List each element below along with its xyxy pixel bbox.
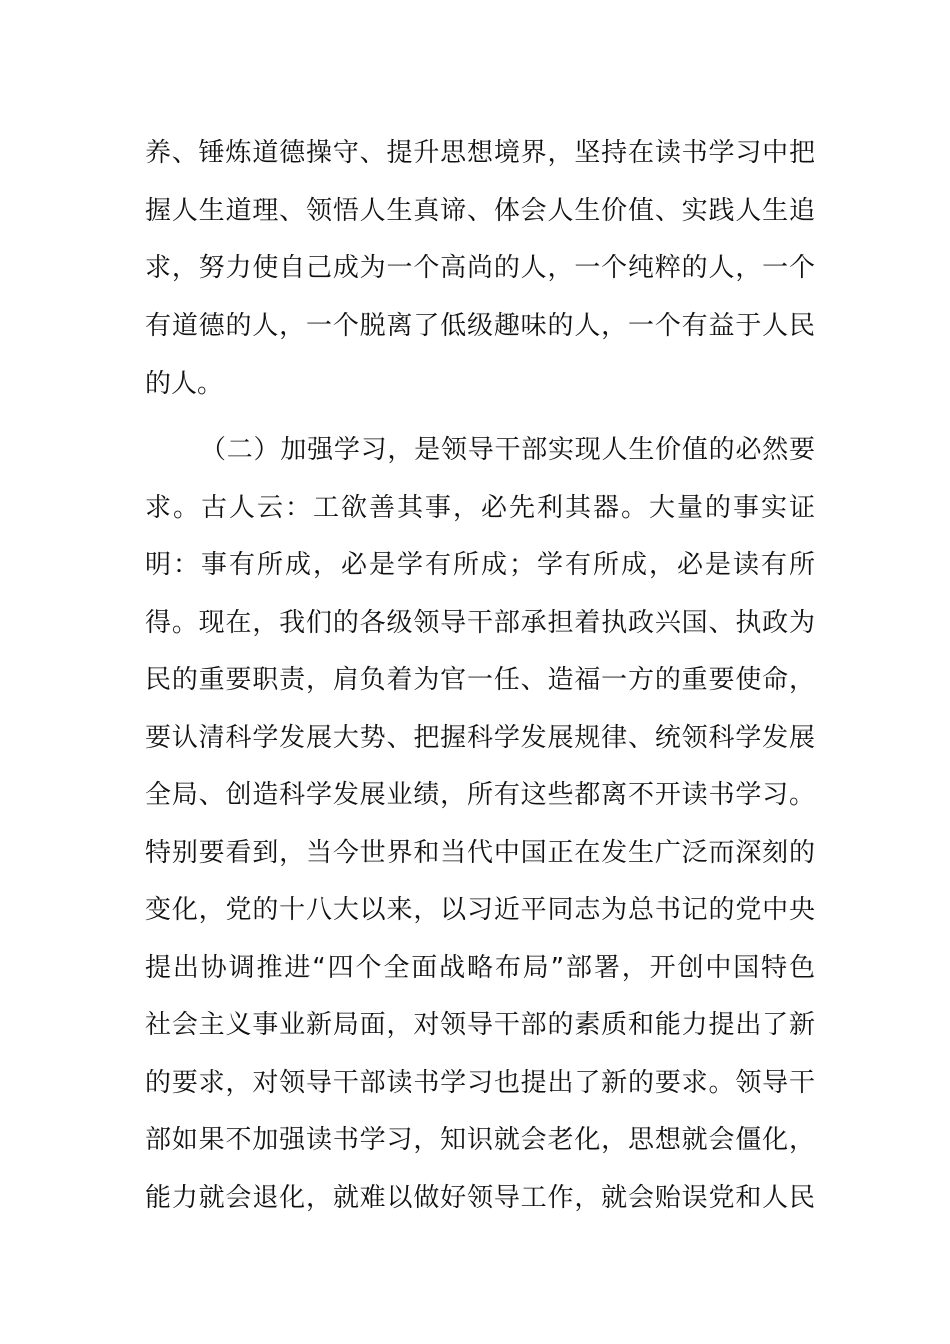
text-line: 全局、创造科学发展业绩，所有这些都离不开读书学习。: [145, 780, 815, 810]
text-line: 握人生道理、领悟人生真谛、体会人生价值、实践人生追: [145, 196, 815, 226]
paragraph-heading-line: （二）加强学习，是领导干部实现人生价值的必然要: [200, 435, 815, 465]
text-line: 明：事有所成，必是学有所成；学有所成，必是读有所: [145, 550, 815, 580]
text-line: 求。古人云：工欲善其事，必先利其器。大量的事实证: [145, 493, 815, 523]
text-line: 特别要看到，当今世界和当代中国正在发生广泛而深刻的: [145, 838, 815, 868]
text-line: 要认清科学发展大势、把握科学发展规律、统领科学发展: [145, 723, 815, 753]
text-line: 变化，党的十八大以来，以习近平同志为总书记的党中央: [145, 895, 815, 925]
text-line: 部如果不加强读书学习，知识就会老化，思想就会僵化，: [145, 1125, 815, 1155]
text-line: 民的重要职责，肩负着为官一任、造福一方的重要使命，: [145, 665, 815, 695]
text-line: 的人。: [145, 369, 224, 399]
text-line: 有道德的人，一个脱离了低级趣味的人，一个有益于人民: [145, 311, 815, 341]
text-line: 求，努力使自己成为一个高尚的人，一个纯粹的人，一个: [145, 253, 815, 283]
text-line: 能力就会退化，就难以做好领导工作，就会贻误党和人民: [145, 1183, 815, 1213]
text-line: 的要求，对领导干部读书学习也提出了新的要求。领导干: [145, 1068, 815, 1098]
text-line: 提出协调推进“四个全面战略布局”部署，开创中国特色: [145, 953, 815, 983]
text-line: 得。现在，我们的各级领导干部承担着执政兴国、执政为: [145, 608, 815, 638]
text-line: 社会主义事业新局面，对领导干部的素质和能力提出了新: [145, 1010, 815, 1040]
text-line: 养、锤炼道德操守、提升思想境界，坚持在读书学习中把: [145, 138, 815, 168]
